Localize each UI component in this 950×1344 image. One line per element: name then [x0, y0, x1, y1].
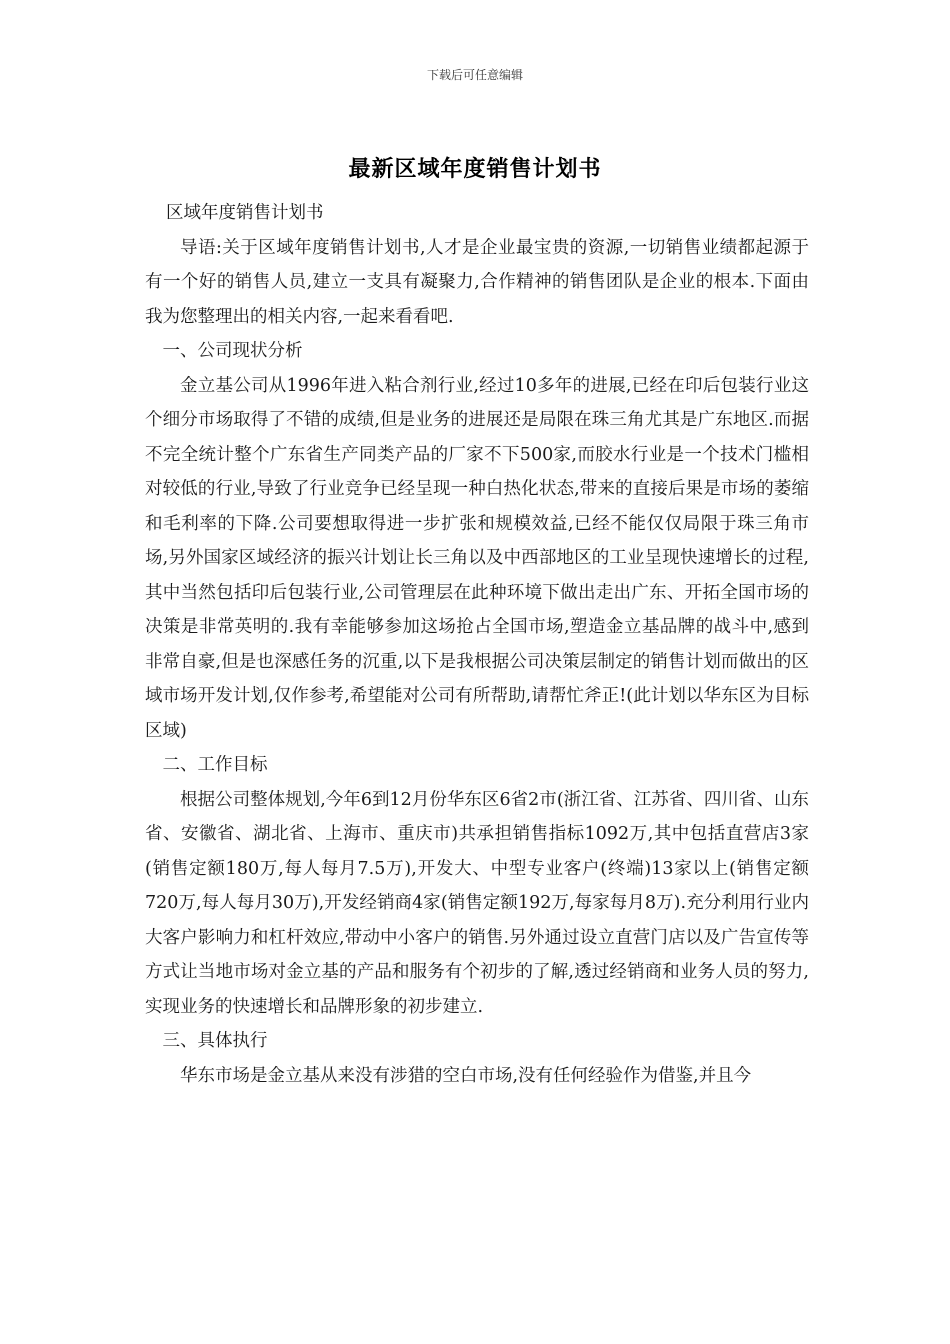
- document-body: [145, 196, 809, 1093]
- document-title: 最新区域年度销售计划书: [348, 157, 602, 182]
- section-paragraph-3: 华东市场是金立基从来没有涉猎的空白市场,没有任何经验作为借鉴,并且今: [180, 1065, 752, 1086]
- section-heading-2: 二、工作目标: [162, 755, 268, 775]
- section-heading-3: 三、具体执行: [162, 1031, 268, 1051]
- document-subtitle: 区域年度销售计划书: [166, 203, 324, 223]
- section-heading-1: 一、公司现状分析: [162, 341, 303, 361]
- section-paragraph-2: 根据公司整体规划,今年6到12月份华东区6省2市(浙江省、江苏省、四川省、山东省、安徽省、湖北省、上海市、重庆市)共承担销售指标1092万,其中包括直营店3家(销售定额180万,每人每月7.5万),开发大、中型专业客户(终端)13家以上(销售定额720万,每人每月30万),开发经销商4家(销售定额192万,每家每月8万).充分利用行业内大客户影响力和杠杆效应,带动中小客户的销售.另外通过设立直营门店以及广告宣传等方式让当地市场对金立基的产品和服务有个初步的了解,透过经销商和业务人员的努力,实现业务的快速增长和品牌形象的初步建立.: [145, 789, 809, 1017]
- header-note: 下载后可任意编辑: [426, 68, 523, 82]
- section-paragraph-1: 金立基公司从1996年进入粘合剂行业,经过10多年的进展,已经在印后包装行业这个细分市场取得了不错的成绩,但是业务的进展还是局限在珠三角尤其是广东地区.而据不完全统计整个广东省生产同类产品的厂家不下500家,而胶水行业是一个技术门槛相对较低的行业,导致了行业竞争已经呈现一种白热化状态,带来的直接后果是市场的萎缩和毛利率的下降.公司要想取得进一步扩张和规模效益,已经不能仅仅局限于珠三角市场,另外国家区域经济的振兴计划让长三角以及中西部地区的工业呈现快速增长的过程,其中当然包括印后包装行业,公司管理层在此种环境下做出走出广东、开拓全国市场的决策是非常英明的.我有幸能够参加这场抢占全国市场,塑造金立基品牌的战斗中,感到非常自豪,但是也深感任务的沉重,以下是我根据公司决策层制定的销售计划而做出的区域市场开发计划,仅作参考,希望能对公司有所帮助,请帮忙斧正!(此计划以华东区为目标区域): [145, 375, 809, 741]
- intro-paragraph: 导语:关于区域年度销售计划书,人才是企业最宝贵的资源,一切销售业绩都起源于有一个好的销售人员,建立一支具有凝聚力,合作精神的销售团队是企业的根本.下面由我为您整理出的相关内容,一起来看看吧.: [145, 237, 809, 327]
